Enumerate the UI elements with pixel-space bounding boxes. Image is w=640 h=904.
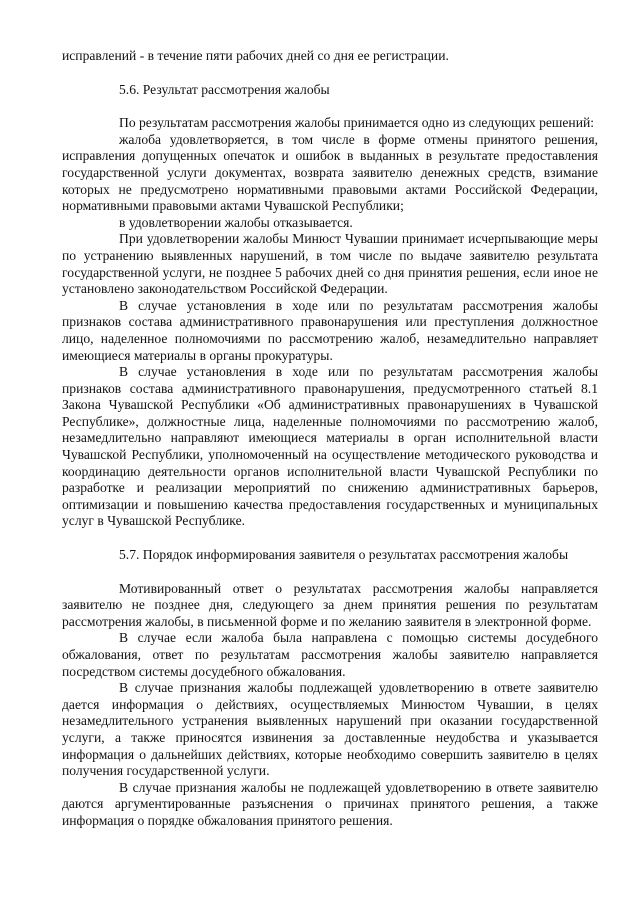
document-body (62, 48, 598, 830)
paragraph: В случае признания жалобы не подлежащей удовлетворению в ответе заявителю даются аргументированные разъяснения о причинах принятого решения, а также информация о порядке обжалования принятого решения. (62, 779, 598, 828)
paragraph: В случае если жалоба была направлена с помощью системы досудебного обжалования, ответ по результатам рассмотрения жалобы заявителю направляется посредством системы досудебного обжалования. (62, 630, 598, 679)
spacer (62, 530, 598, 547)
spacer (62, 65, 598, 82)
section-5-6-title: 5.6. Результат рассмотрения жалобы (119, 81, 330, 97)
lead-line: исправлений - в течение пяти рабочих дней со дня ее регистрации. (62, 48, 449, 63)
paragraph: По результатам рассмотрения жалобы принимается одно из следующих решений: (119, 115, 595, 131)
section-5-7-title: 5.7. Порядок информирования заявителя о результатах рассмотрения жалобы (119, 547, 569, 563)
paragraph: В случае признания жалобы подлежащей удовлетворению в ответе заявителю дается информация о действиях, осуществляемых Минюстом Чувашии, в целях незамедлительного устранения выявленных нарушений при оказании государственной услуги, а также приносятся извинения за доставленные неудобства и указывается информация о дальнейших действиях, которые необходимо совершить заявителю в целях получения государственной услуги. (62, 680, 598, 779)
spacer (62, 98, 598, 115)
paragraph: в удовлетворении жалобы отказывается. (119, 214, 353, 230)
paragraph: В случае установления в ходе или по результатам рассмотрения жалобы признаков состава административного правонарушения, предусмотренного статьей 8.1 Закона Чувашской Республики «Об административных правонарушениях в Чувашской Республике», должностные лица, наделенные полномочиями по рассмотрению жалоб, незамедлительно направляют имеющиеся материалы в орган исполнительной власти Чувашской Республики, уполномоченный на осуществление методического руководства и координацию деятельности органов исполнительной власти Чувашской Республики по разработке и реализации мероприятий по снижению административных барьеров, оптимизации и повышению качества предоставления государственных и муниципальных услуг в Чувашской Республике. (62, 364, 598, 529)
paragraph: жалоба удовлетворяется, в том числе в форме отмены принятого решения, исправления допущенных опечаток и ошибок в выданных в результате предоставления государственной услуги документах, возврата заявителю денежных средств, взимание которых не предусмотрено нормативными правовыми актами Российской Федерации, нормативными правовыми актами Чувашской Республики; (62, 131, 598, 214)
spacer (62, 564, 598, 581)
paragraph: При удовлетворении жалобы Минюст Чувашии принимает исчерпывающие меры по устранению выявленных нарушений, в том числе по выдаче заявителю результата государственной услуги, не позднее 5 рабочих дней со дня принятия решения, если иное не установлено законодательством Российской Федерации. (62, 231, 598, 297)
paragraph: В случае установления в ходе или по результатам рассмотрения жалобы признаков состава административного правонарушения или преступления должностное лицо, наделенное полномочиями по рассмотрению жалоб, незамедлительно направляет имеющиеся материалы в органы прокуратуры. (62, 297, 598, 363)
paragraph: Мотивированный ответ о результатах рассмотрения жалобы направляется заявителю не позднее дня, следующего за днем принятия решения по результатам рассмотрения жалобы, в письменной форме и по желанию заявителя в электронной форме. (62, 580, 598, 629)
